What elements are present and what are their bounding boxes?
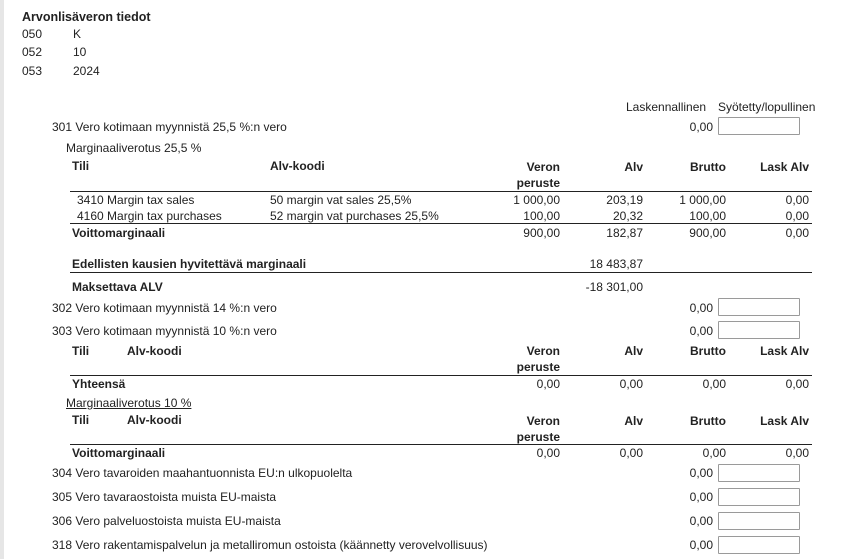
margin-10-total-vat: 0,00 [619,446,643,460]
col-vat: Alv [624,344,643,358]
line-305-calculated: 0,00 [689,490,713,504]
line-318-label: 318 Vero rakentamispalvelun ja metalliromun ostoista (käännetty verovelvollisuus) [52,538,488,552]
row2-vat: 20,32 [612,209,643,223]
line-301-input[interactable] [718,117,800,135]
col-gross: Brutto [690,344,726,358]
margin-25-total-vat: 182,87 [606,226,643,240]
line-303-total-base: 0,00 [536,377,560,391]
line-306-calculated: 0,00 [689,514,713,528]
previous-margin-divider [70,272,812,273]
line-306-input[interactable] [718,512,800,530]
line-304-label: 304 Vero tavaroiden maahantuonnista EU:n ulkopuolelta [52,466,353,480]
col-vat-code: Alv-koodi [270,159,325,173]
col-account: Tili [72,159,90,173]
line-303-calculated: 0,00 [689,324,713,338]
col-gross: Brutto [690,160,726,174]
header-value-052: 10 [73,45,87,59]
row1-code: 50 margin vat sales 25,5% [270,193,412,207]
margin-10-total-calc-vat: 0,00 [785,446,809,460]
col-account: Tili [72,344,90,358]
header-code-053: 053 [22,64,43,78]
row2-base: 100,00 [523,209,560,223]
line-302-input[interactable] [718,298,800,316]
margin-25-total-calc-vat: 0,00 [785,226,809,240]
col-base-line2: peruste [516,360,560,374]
col-account: Tili [72,413,90,427]
header-value-053: 2024 [73,64,100,78]
margin-10-total-gross: 0,00 [702,446,726,460]
col-calc-vat: Lask Alv [760,414,809,428]
col-vat: Alv [624,414,643,428]
column-header-calculated: Laskennallinen [626,100,707,114]
table-header-divider [70,191,812,192]
line-304-input[interactable] [718,464,800,482]
table-total-divider [70,223,812,224]
line-303-total-calc-vat: 0,00 [785,377,809,391]
margin-25-total-gross: 900,00 [689,226,726,240]
line-303-total-label: Yhteensä [72,377,126,391]
col-base-line2: peruste [516,176,560,190]
line-304-calculated: 0,00 [689,466,713,480]
margin-10-title[interactable]: Marginaaliverotus 10 % [66,396,192,410]
line-305-input[interactable] [718,488,800,506]
line-318-input[interactable] [718,536,800,554]
margin-25-total-label: Voittomarginaali [72,226,166,240]
header-code-052: 052 [22,45,43,59]
row1-gross: 1 000,00 [679,193,726,207]
row2-gross: 100,00 [689,209,726,223]
col-calc-vat: Lask Alv [760,160,809,174]
col-base-line1: Veron [526,414,560,428]
col-vat-code: Alv-koodi [127,413,182,427]
col-vat: Alv [624,160,643,174]
margin-10-total-base: 0,00 [536,446,560,460]
line-303-total-vat: 0,00 [619,377,643,391]
row1-vat: 203,19 [606,193,643,207]
col-base-line1: Veron [526,344,560,358]
margin-10-total-label: Voittomarginaali [72,446,166,460]
header-value-050: K [73,27,82,41]
header-code-050: 050 [22,27,43,41]
col-vat-code: Alv-koodi [127,344,182,358]
row1-account: 3410 Margin tax sales [77,193,195,207]
line-301-label: 301 Vero kotimaan myynnistä 25,5 %:n vero [52,120,287,134]
line-302-label: 302 Vero kotimaan myynnistä 14 %:n vero [52,301,277,315]
margin-25-title: Marginaaliverotus 25,5 % [66,141,202,155]
col-base-line1: Veron [526,160,560,174]
row1-calc-vat: 0,00 [785,193,809,207]
line-303-label: 303 Vero kotimaan myynnistä 10 %:n vero [52,324,277,338]
column-header-entered: Syötetty/lopullinen [718,100,816,114]
margin-25-total-base: 900,00 [523,226,560,240]
line-303-input[interactable] [718,321,800,339]
table-header-divider [70,444,812,445]
line-305-label: 305 Vero tavaraostoista muista EU-maista [52,490,277,504]
table-header-divider [70,375,812,376]
row2-account: 4160 Margin tax purchases [77,209,222,223]
row1-base: 1 000,00 [513,193,560,207]
payable-vat-label: Maksettava ALV [72,280,163,294]
row2-calc-vat: 0,00 [785,209,809,223]
col-calc-vat: Lask Alv [760,344,809,358]
previous-margin-value: 18 483,87 [589,257,643,271]
col-gross: Brutto [690,414,726,428]
page-title: Arvonlisäveron tiedot [22,10,151,24]
line-306-label: 306 Vero palveluostoista muista EU-maista [52,514,281,528]
col-base-line2: peruste [516,430,560,444]
line-303-total-gross: 0,00 [702,377,726,391]
payable-vat-value: -18 301,00 [585,280,643,294]
line-318-calculated: 0,00 [689,538,713,552]
line-302-calculated: 0,00 [689,301,713,315]
line-301-calculated: 0,00 [689,120,713,134]
row2-code: 52 margin vat purchases 25,5% [270,209,439,223]
left-border [0,0,4,559]
previous-margin-label: Edellisten kausien hyvitettävä marginaali [72,257,307,271]
